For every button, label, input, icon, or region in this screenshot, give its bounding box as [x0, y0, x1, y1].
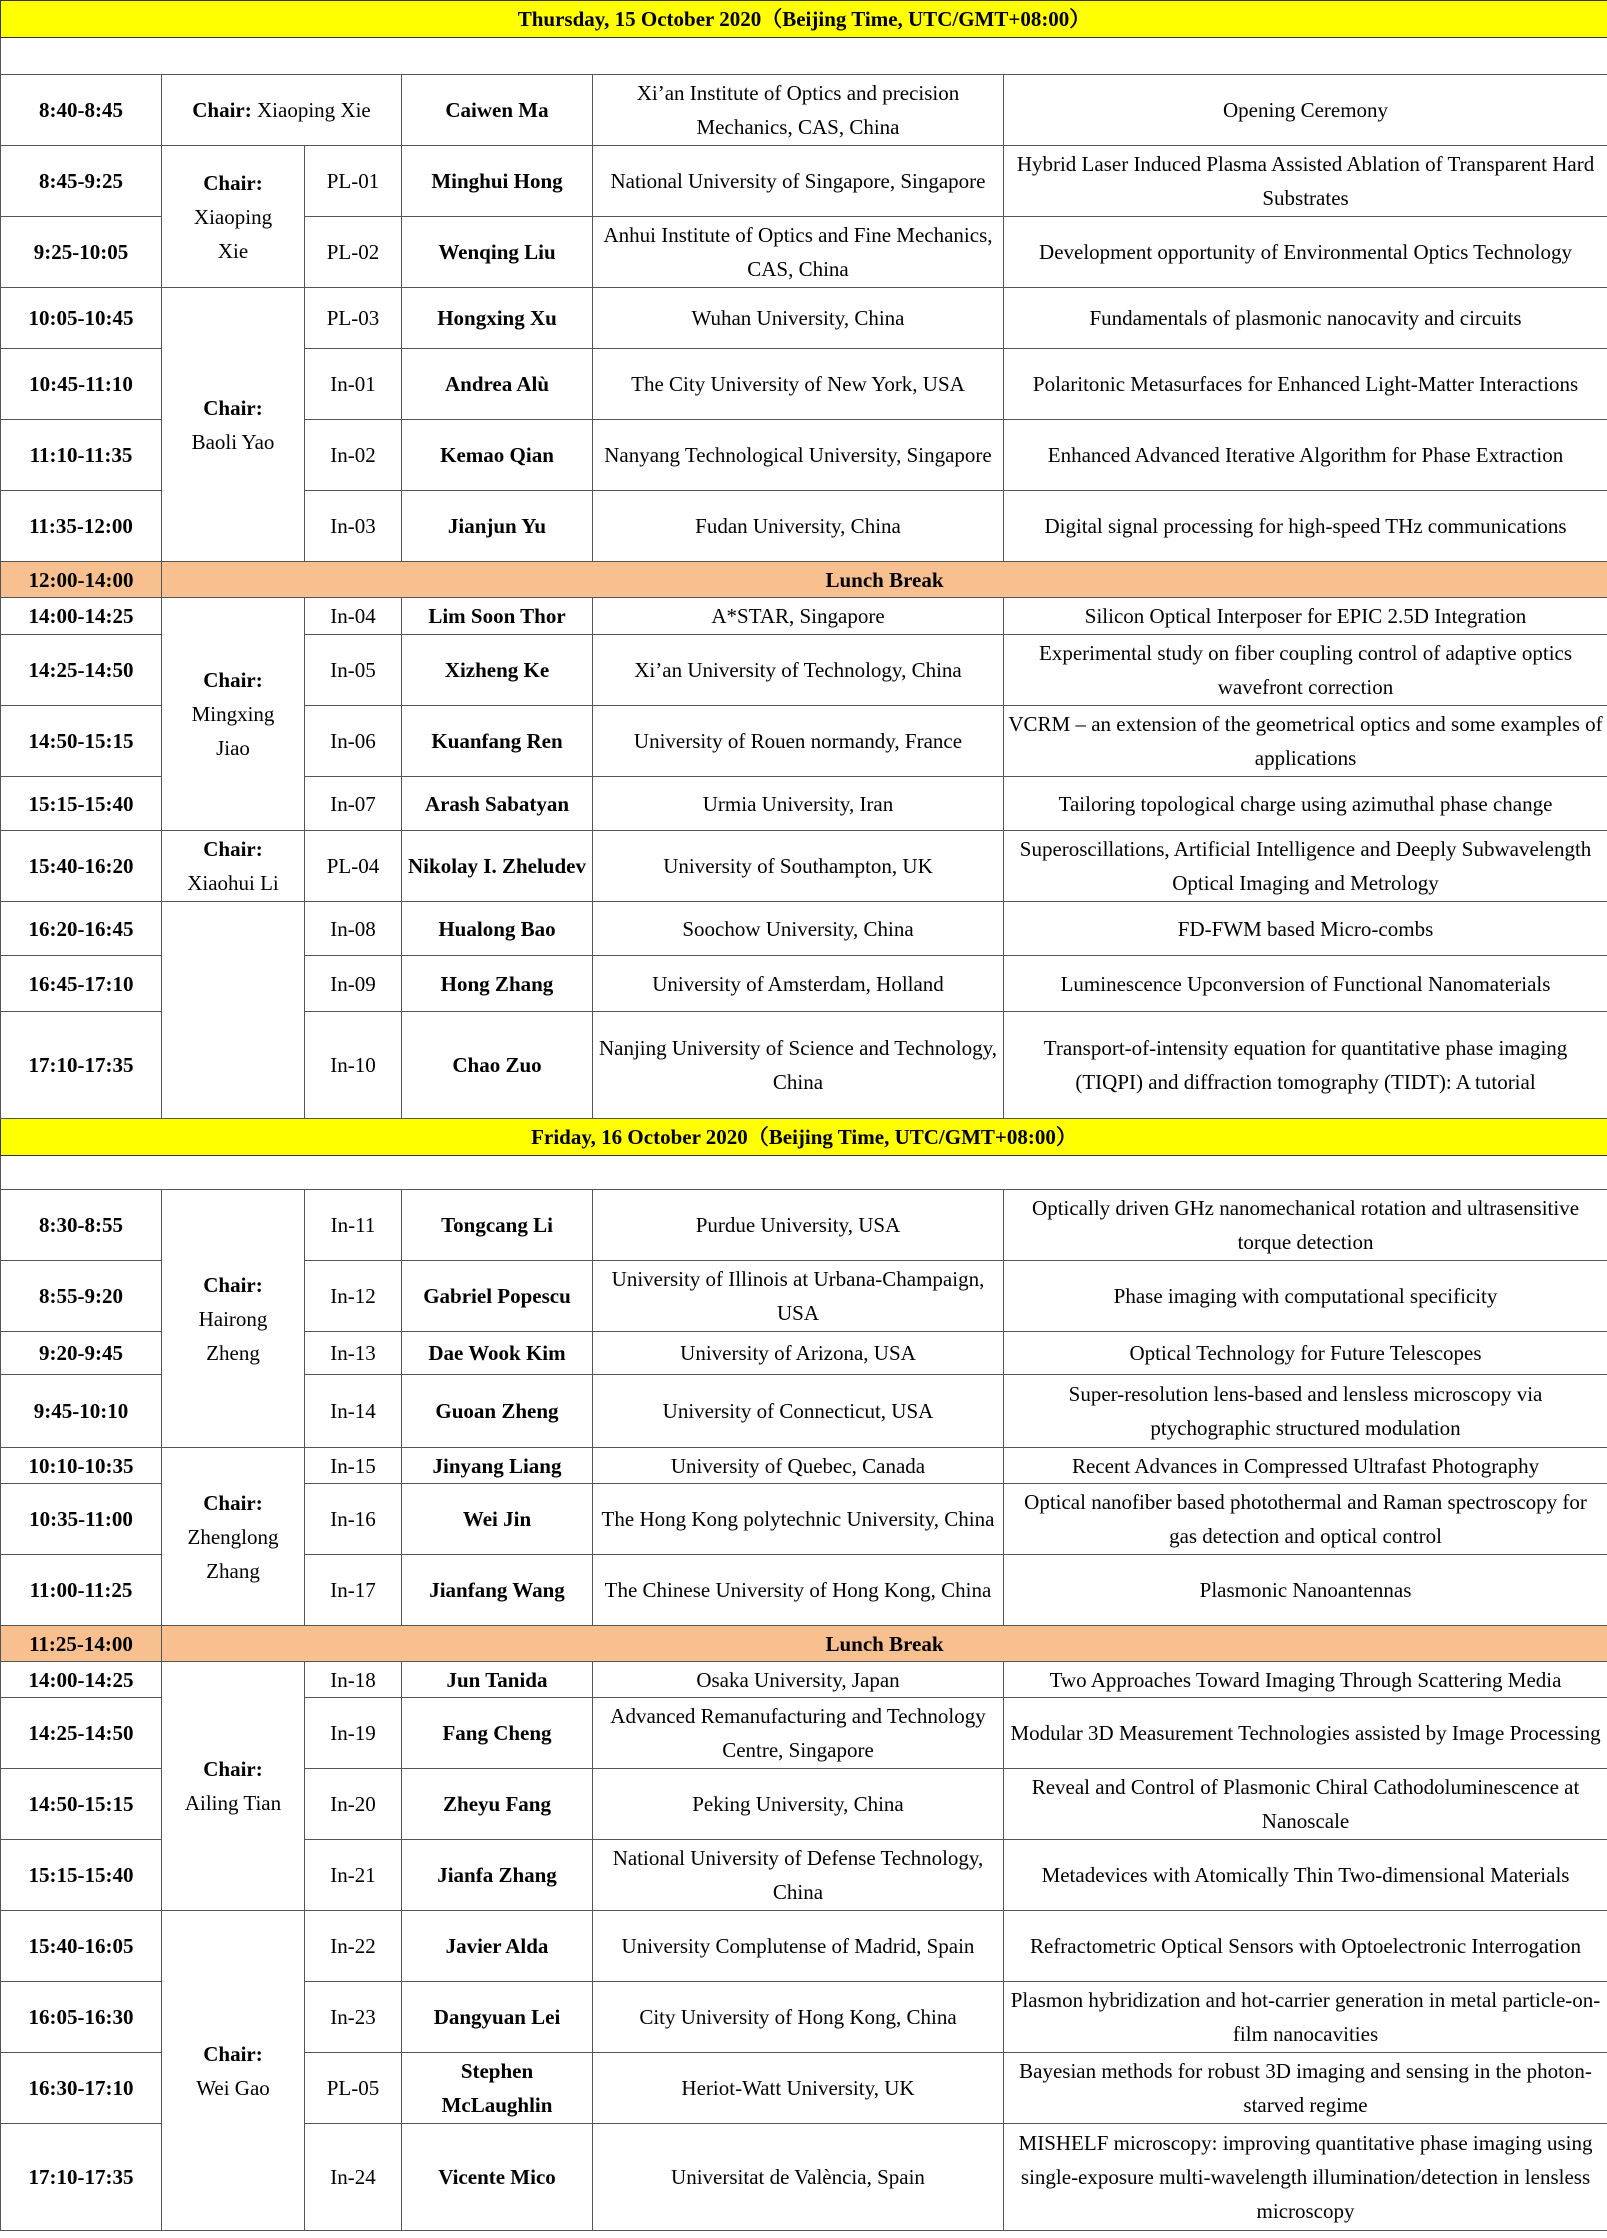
- time-cell: 16:05-16:30: [1, 1982, 162, 2053]
- talk-row: [1, 902, 1607, 956]
- title-cell: Hybrid Laser Induced Plasma Assisted Ablation of Transparent Hard Substrates: [1004, 146, 1607, 217]
- time-cell: 11:10-11:35: [1, 420, 162, 491]
- speaker-cell: Tongcang Li: [402, 1190, 593, 1261]
- talk-code-cell: PL-05: [305, 2053, 402, 2124]
- chair-label: Chair:: [192, 98, 252, 122]
- talk-code-cell: In-10: [305, 1012, 402, 1119]
- talk-code-cell: In-01: [305, 349, 402, 420]
- chair-label: Chair:: [203, 668, 263, 692]
- institution-cell: University Complutense of Madrid, Spain: [593, 1911, 1004, 1982]
- title-cell: Tailoring topological charge using azimuthal phase change: [1004, 777, 1607, 831]
- chair-name: Xiaohui Li: [187, 871, 279, 895]
- time-cell: 10:45-11:10: [1, 349, 162, 420]
- title-cell: Phase imaging with computational specificity: [1004, 1261, 1607, 1332]
- title-cell: Superoscillations, Artificial Intelligence and Deeply Subwavelength Optical Imaging and Metrology: [1004, 831, 1607, 902]
- talk-code-cell: In-18: [305, 1662, 402, 1698]
- chair-label: Chair:: [203, 1490, 263, 1515]
- speaker-cell: Caiwen Ma: [402, 75, 593, 146]
- institution-cell: Xi’an University of Technology, China: [593, 635, 1004, 706]
- title-cell: Optical nanofiber based photothermal and Raman spectroscopy for gas detection and optical control: [1004, 1484, 1607, 1555]
- talk-code-cell: PL-03: [305, 288, 402, 349]
- lunch-break-row: [1, 562, 1607, 598]
- title-cell: Opening Ceremony: [1004, 75, 1607, 146]
- chair-cell: [162, 1190, 305, 1448]
- title-cell: Refractometric Optical Sensors with Optoelectronic Interrogation: [1004, 1911, 1607, 1982]
- institution-cell: University of Quebec, Canada: [593, 1448, 1004, 1484]
- talk-code-cell: In-22: [305, 1911, 402, 1982]
- speaker-cell: Xizheng Ke: [402, 635, 593, 706]
- title-cell: Recent Advances in Compressed Ultrafast Photography: [1004, 1448, 1607, 1484]
- title-cell: Digital signal processing for high-speed THz communications: [1004, 491, 1607, 562]
- chair-name: Baoli Yao: [191, 429, 275, 454]
- chair-name: Xiaoping Xie: [257, 98, 371, 122]
- institution-cell: Fudan University, China: [593, 491, 1004, 562]
- institution-cell: University of Connecticut, USA: [593, 1375, 1004, 1448]
- chair-label: Chair:: [203, 170, 263, 195]
- time-cell: 16:45-17:10: [1, 956, 162, 1012]
- institution-cell: University of Rouen normandy, France: [593, 706, 1004, 777]
- institution-cell: Nanyang Technological University, Singapore: [593, 420, 1004, 491]
- talk-code-cell: In-04: [305, 598, 402, 635]
- speaker-cell: Dangyuan Lei: [402, 1982, 593, 2053]
- chair-cell: [162, 1448, 305, 1626]
- speaker-cell: Jinyang Liang: [402, 1448, 593, 1484]
- institution-cell: University of Southampton, UK: [593, 831, 1004, 902]
- speaker-cell: Minghui Hong: [402, 146, 593, 217]
- title-cell: Development opportunity of Environmental Optics Technology: [1004, 217, 1607, 288]
- institution-cell: The Chinese University of Hong Kong, China: [593, 1555, 1004, 1626]
- institution-cell: National University of Singapore, Singapore: [593, 146, 1004, 217]
- title-cell: Plasmon hybridization and hot-carrier generation in metal particle-on-film nanocavities: [1004, 1982, 1607, 2053]
- talk-row: [1, 288, 1607, 349]
- time-cell: 10:35-11:00: [1, 1484, 162, 1555]
- talk-code-cell: PL-02: [305, 217, 402, 288]
- talk-code-cell: In-06: [305, 706, 402, 777]
- talk-code-cell: In-05: [305, 635, 402, 706]
- talk-row: [1, 1190, 1607, 1261]
- time-cell: 14:25-14:50: [1, 635, 162, 706]
- title-cell: Optically driven GHz nanomechanical rotation and ultrasensitive torque detection: [1004, 1190, 1607, 1261]
- chair-label: Chair:: [203, 837, 263, 861]
- chair-cell: [162, 1662, 305, 1911]
- blank-row: [1, 1156, 1607, 1190]
- speaker-cell: Wenqing Liu: [402, 217, 593, 288]
- speaker-cell: Chao Zuo: [402, 1012, 593, 1119]
- institution-cell: University of Amsterdam, Holland: [593, 956, 1004, 1012]
- talk-row: [1, 75, 1607, 146]
- speaker-cell: Gabriel Popescu: [402, 1261, 593, 1332]
- speaker-cell: Jun Tanida: [402, 1662, 593, 1698]
- talk-code-cell: In-24: [305, 2124, 402, 2231]
- time-cell: 14:00-14:25: [1, 1662, 162, 1698]
- talk-row: [1, 146, 1607, 217]
- talk-code-cell: In-20: [305, 1769, 402, 1840]
- speaker-cell: Jianfa Zhang: [402, 1840, 593, 1911]
- speaker-cell: Stephen McLaughlin: [402, 2053, 593, 2124]
- speaker-cell: Jianfang Wang: [402, 1555, 593, 1626]
- talk-code-cell: In-08: [305, 902, 402, 956]
- institution-cell: University of Illinois at Urbana-Champaign, USA: [593, 1261, 1004, 1332]
- title-cell: Reveal and Control of Plasmonic Chiral Cathodoluminescence at Nanoscale: [1004, 1769, 1607, 1840]
- chair-cell: [162, 598, 305, 831]
- time-cell: 15:40-16:20: [1, 831, 162, 902]
- talk-row: [1, 1911, 1607, 1982]
- title-cell: MISHELF microscopy: improving quantitative phase imaging using single-exposure multi-wavelength illumination/detection in lensless microscopy: [1004, 2124, 1607, 2231]
- chair-cell: [162, 902, 305, 1119]
- talk-row: [1, 1662, 1607, 1698]
- chair-cell: [162, 288, 305, 562]
- chair-cell: [162, 146, 305, 288]
- speaker-cell: Kuanfang Ren: [402, 706, 593, 777]
- talk-code-cell: In-17: [305, 1555, 402, 1626]
- time-cell: 9:20-9:45: [1, 1332, 162, 1375]
- institution-cell: Anhui Institute of Optics and Fine Mechanics, CAS, China: [593, 217, 1004, 288]
- institution-cell: Heriot-Watt University, UK: [593, 2053, 1004, 2124]
- institution-cell: Xi’an Institute of Optics and precision Mechanics, CAS, China: [593, 75, 1004, 146]
- talk-code-cell: PL-04: [305, 831, 402, 902]
- title-cell: Transport-of-intensity equation for quantitative phase imaging (TIQPI) and diffraction tomography (TIDT): A tutorial: [1004, 1012, 1607, 1119]
- title-cell: VCRM – an extension of the geometrical optics and some examples of applications: [1004, 706, 1607, 777]
- speaker-cell: Fang Cheng: [402, 1698, 593, 1769]
- chair-label: Chair:: [203, 1272, 263, 1297]
- chair-name: Wei Gao: [196, 2075, 270, 2100]
- chair-name: Zhenglong Zhang: [187, 1524, 279, 1583]
- institution-cell: Nanjing University of Science and Technology, China: [593, 1012, 1004, 1119]
- talk-code-cell: In-09: [305, 956, 402, 1012]
- chair-label: Chair:: [203, 395, 263, 420]
- speaker-cell: Hualong Bao: [402, 902, 593, 956]
- time-cell: 16:30-17:10: [1, 2053, 162, 2124]
- blank-cell: [1, 1156, 1607, 1190]
- time-cell: 10:05-10:45: [1, 288, 162, 349]
- blank-row: [1, 38, 1607, 75]
- time-cell: 9:45-10:10: [1, 1375, 162, 1448]
- chair-label: Chair:: [203, 2041, 263, 2066]
- institution-cell: Urmia University, Iran: [593, 777, 1004, 831]
- lunch-label: Lunch Break: [162, 562, 1607, 598]
- institution-cell: City University of Hong Kong, China: [593, 1982, 1004, 2053]
- speaker-cell: Javier Alda: [402, 1911, 593, 1982]
- institution-cell: The City University of New York, USA: [593, 349, 1004, 420]
- chair-name: Hairong Zheng: [198, 1306, 268, 1365]
- institution-cell: National University of Defense Technology, China: [593, 1840, 1004, 1911]
- lunch-break-row: [1, 1626, 1607, 1662]
- speaker-cell: Nikolay I. Zheludev: [402, 831, 593, 902]
- title-cell: Experimental study on fiber coupling control of adaptive optics wavefront correction: [1004, 635, 1607, 706]
- talk-code-cell: In-03: [305, 491, 402, 562]
- speaker-cell: Hongxing Xu: [402, 288, 593, 349]
- time-cell: 17:10-17:35: [1, 2124, 162, 2231]
- title-cell: Luminescence Upconversion of Functional Nanomaterials: [1004, 956, 1607, 1012]
- chair-name: Ailing Tian: [184, 1791, 282, 1815]
- blank-cell: [1, 38, 1607, 75]
- institution-cell: University of Arizona, USA: [593, 1332, 1004, 1375]
- day-header-row: [1, 1, 1607, 38]
- time-cell: 14:50-15:15: [1, 706, 162, 777]
- title-cell: Super-resolution lens-based and lensless microscopy via ptychographic structured modulation: [1004, 1375, 1607, 1448]
- chair-name: Xiaoping Xie: [193, 204, 273, 263]
- time-cell: 15:40-16:05: [1, 1911, 162, 1982]
- time-cell: 17:10-17:35: [1, 1012, 162, 1119]
- institution-cell: Universitat de València, Spain: [593, 2124, 1004, 2231]
- title-cell: Fundamentals of plasmonic nanocavity and circuits: [1004, 288, 1607, 349]
- talk-code-cell: In-23: [305, 1982, 402, 2053]
- day-header-row: [1, 1119, 1607, 1156]
- title-cell: Silicon Optical Interposer for EPIC 2.5D Integration: [1004, 598, 1607, 635]
- speaker-cell: Zheyu Fang: [402, 1769, 593, 1840]
- talk-code-cell: In-07: [305, 777, 402, 831]
- talk-code-cell: In-11: [305, 1190, 402, 1261]
- time-cell: 12:00-14:00: [1, 562, 162, 598]
- title-cell: Modular 3D Measurement Technologies assisted by Image Processing: [1004, 1698, 1607, 1769]
- speaker-cell: Dae Wook Kim: [402, 1332, 593, 1375]
- time-cell: 9:25-10:05: [1, 217, 162, 288]
- time-cell: 8:45-9:25: [1, 146, 162, 217]
- talk-code-cell: In-14: [305, 1375, 402, 1448]
- time-cell: 14:00-14:25: [1, 598, 162, 635]
- institution-cell: Wuhan University, China: [593, 288, 1004, 349]
- speaker-cell: Jianjun Yu: [402, 491, 593, 562]
- speaker-cell: Hong Zhang: [402, 956, 593, 1012]
- talk-row: [1, 831, 1607, 902]
- talk-code-cell: In-16: [305, 1484, 402, 1555]
- chair-label: Chair:: [203, 1757, 263, 1781]
- talk-code-cell: In-12: [305, 1261, 402, 1332]
- institution-cell: Purdue University, USA: [593, 1190, 1004, 1261]
- speaker-cell: Andrea Alù: [402, 349, 593, 420]
- title-cell: Two Approaches Toward Imaging Through Scattering Media: [1004, 1662, 1607, 1698]
- speaker-cell: Guoan Zheng: [402, 1375, 593, 1448]
- time-cell: 11:35-12:00: [1, 491, 162, 562]
- title-cell: FD-FWM based Micro-combs: [1004, 902, 1607, 956]
- time-cell: 8:40-8:45: [1, 75, 162, 146]
- time-cell: 15:15-15:40: [1, 777, 162, 831]
- institution-cell: Peking University, China: [593, 1769, 1004, 1840]
- talk-row: [1, 1448, 1607, 1484]
- title-cell: Polaritonic Metasurfaces for Enhanced Light-Matter Interactions: [1004, 349, 1607, 420]
- talk-code-cell: PL-01: [305, 146, 402, 217]
- time-cell: 14:50-15:15: [1, 1769, 162, 1840]
- title-cell: Optical Technology for Future Telescopes: [1004, 1332, 1607, 1375]
- talk-row: [1, 598, 1607, 635]
- lunch-label: Lunch Break: [162, 1626, 1607, 1662]
- talk-code-cell: In-13: [305, 1332, 402, 1375]
- institution-cell: Soochow University, China: [593, 902, 1004, 956]
- day-header: Friday, 16 October 2020（Beijing Time, UTC/GMT+08:00）: [1, 1119, 1607, 1156]
- title-cell: Metadevices with Atomically Thin Two-dimensional Materials: [1004, 1840, 1607, 1911]
- title-cell: Enhanced Advanced Iterative Algorithm for Phase Extraction: [1004, 420, 1607, 491]
- time-cell: 11:00-11:25: [1, 1555, 162, 1626]
- chair-cell: [162, 831, 305, 902]
- time-cell: 16:20-16:45: [1, 902, 162, 956]
- speaker-cell: Arash Sabatyan: [402, 777, 593, 831]
- speaker-cell: Kemao Qian: [402, 420, 593, 491]
- title-cell: Bayesian methods for robust 3D imaging and sensing in the photon-starved regime: [1004, 2053, 1607, 2124]
- day-header: Thursday, 15 October 2020（Beijing Time, UTC/GMT+08:00）: [1, 1, 1607, 38]
- time-cell: 11:25-14:00: [1, 1626, 162, 1662]
- talk-code-cell: In-21: [305, 1840, 402, 1911]
- talk-code-cell: In-19: [305, 1698, 402, 1769]
- institution-cell: Osaka University, Japan: [593, 1662, 1004, 1698]
- chair-cell: [162, 1911, 305, 2231]
- time-cell: 8:55-9:20: [1, 1261, 162, 1332]
- chair-cell: [162, 75, 402, 146]
- speaker-cell: Lim Soon Thor: [402, 598, 593, 635]
- speaker-cell: Wei Jin: [402, 1484, 593, 1555]
- time-cell: 15:15-15:40: [1, 1840, 162, 1911]
- time-cell: 8:30-8:55: [1, 1190, 162, 1261]
- time-cell: 14:25-14:50: [1, 1698, 162, 1769]
- chair-name: Mingxing Jiao: [191, 702, 275, 760]
- talk-code-cell: In-15: [305, 1448, 402, 1484]
- talk-code-cell: In-02: [305, 420, 402, 491]
- institution-cell: A*STAR, Singapore: [593, 598, 1004, 635]
- institution-cell: Advanced Remanufacturing and Technology Centre, Singapore: [593, 1698, 1004, 1769]
- title-cell: Plasmonic Nanoantennas: [1004, 1555, 1607, 1626]
- speaker-cell: Vicente Mico: [402, 2124, 593, 2231]
- time-cell: 10:10-10:35: [1, 1448, 162, 1484]
- institution-cell: The Hong Kong polytechnic University, China: [593, 1484, 1004, 1555]
